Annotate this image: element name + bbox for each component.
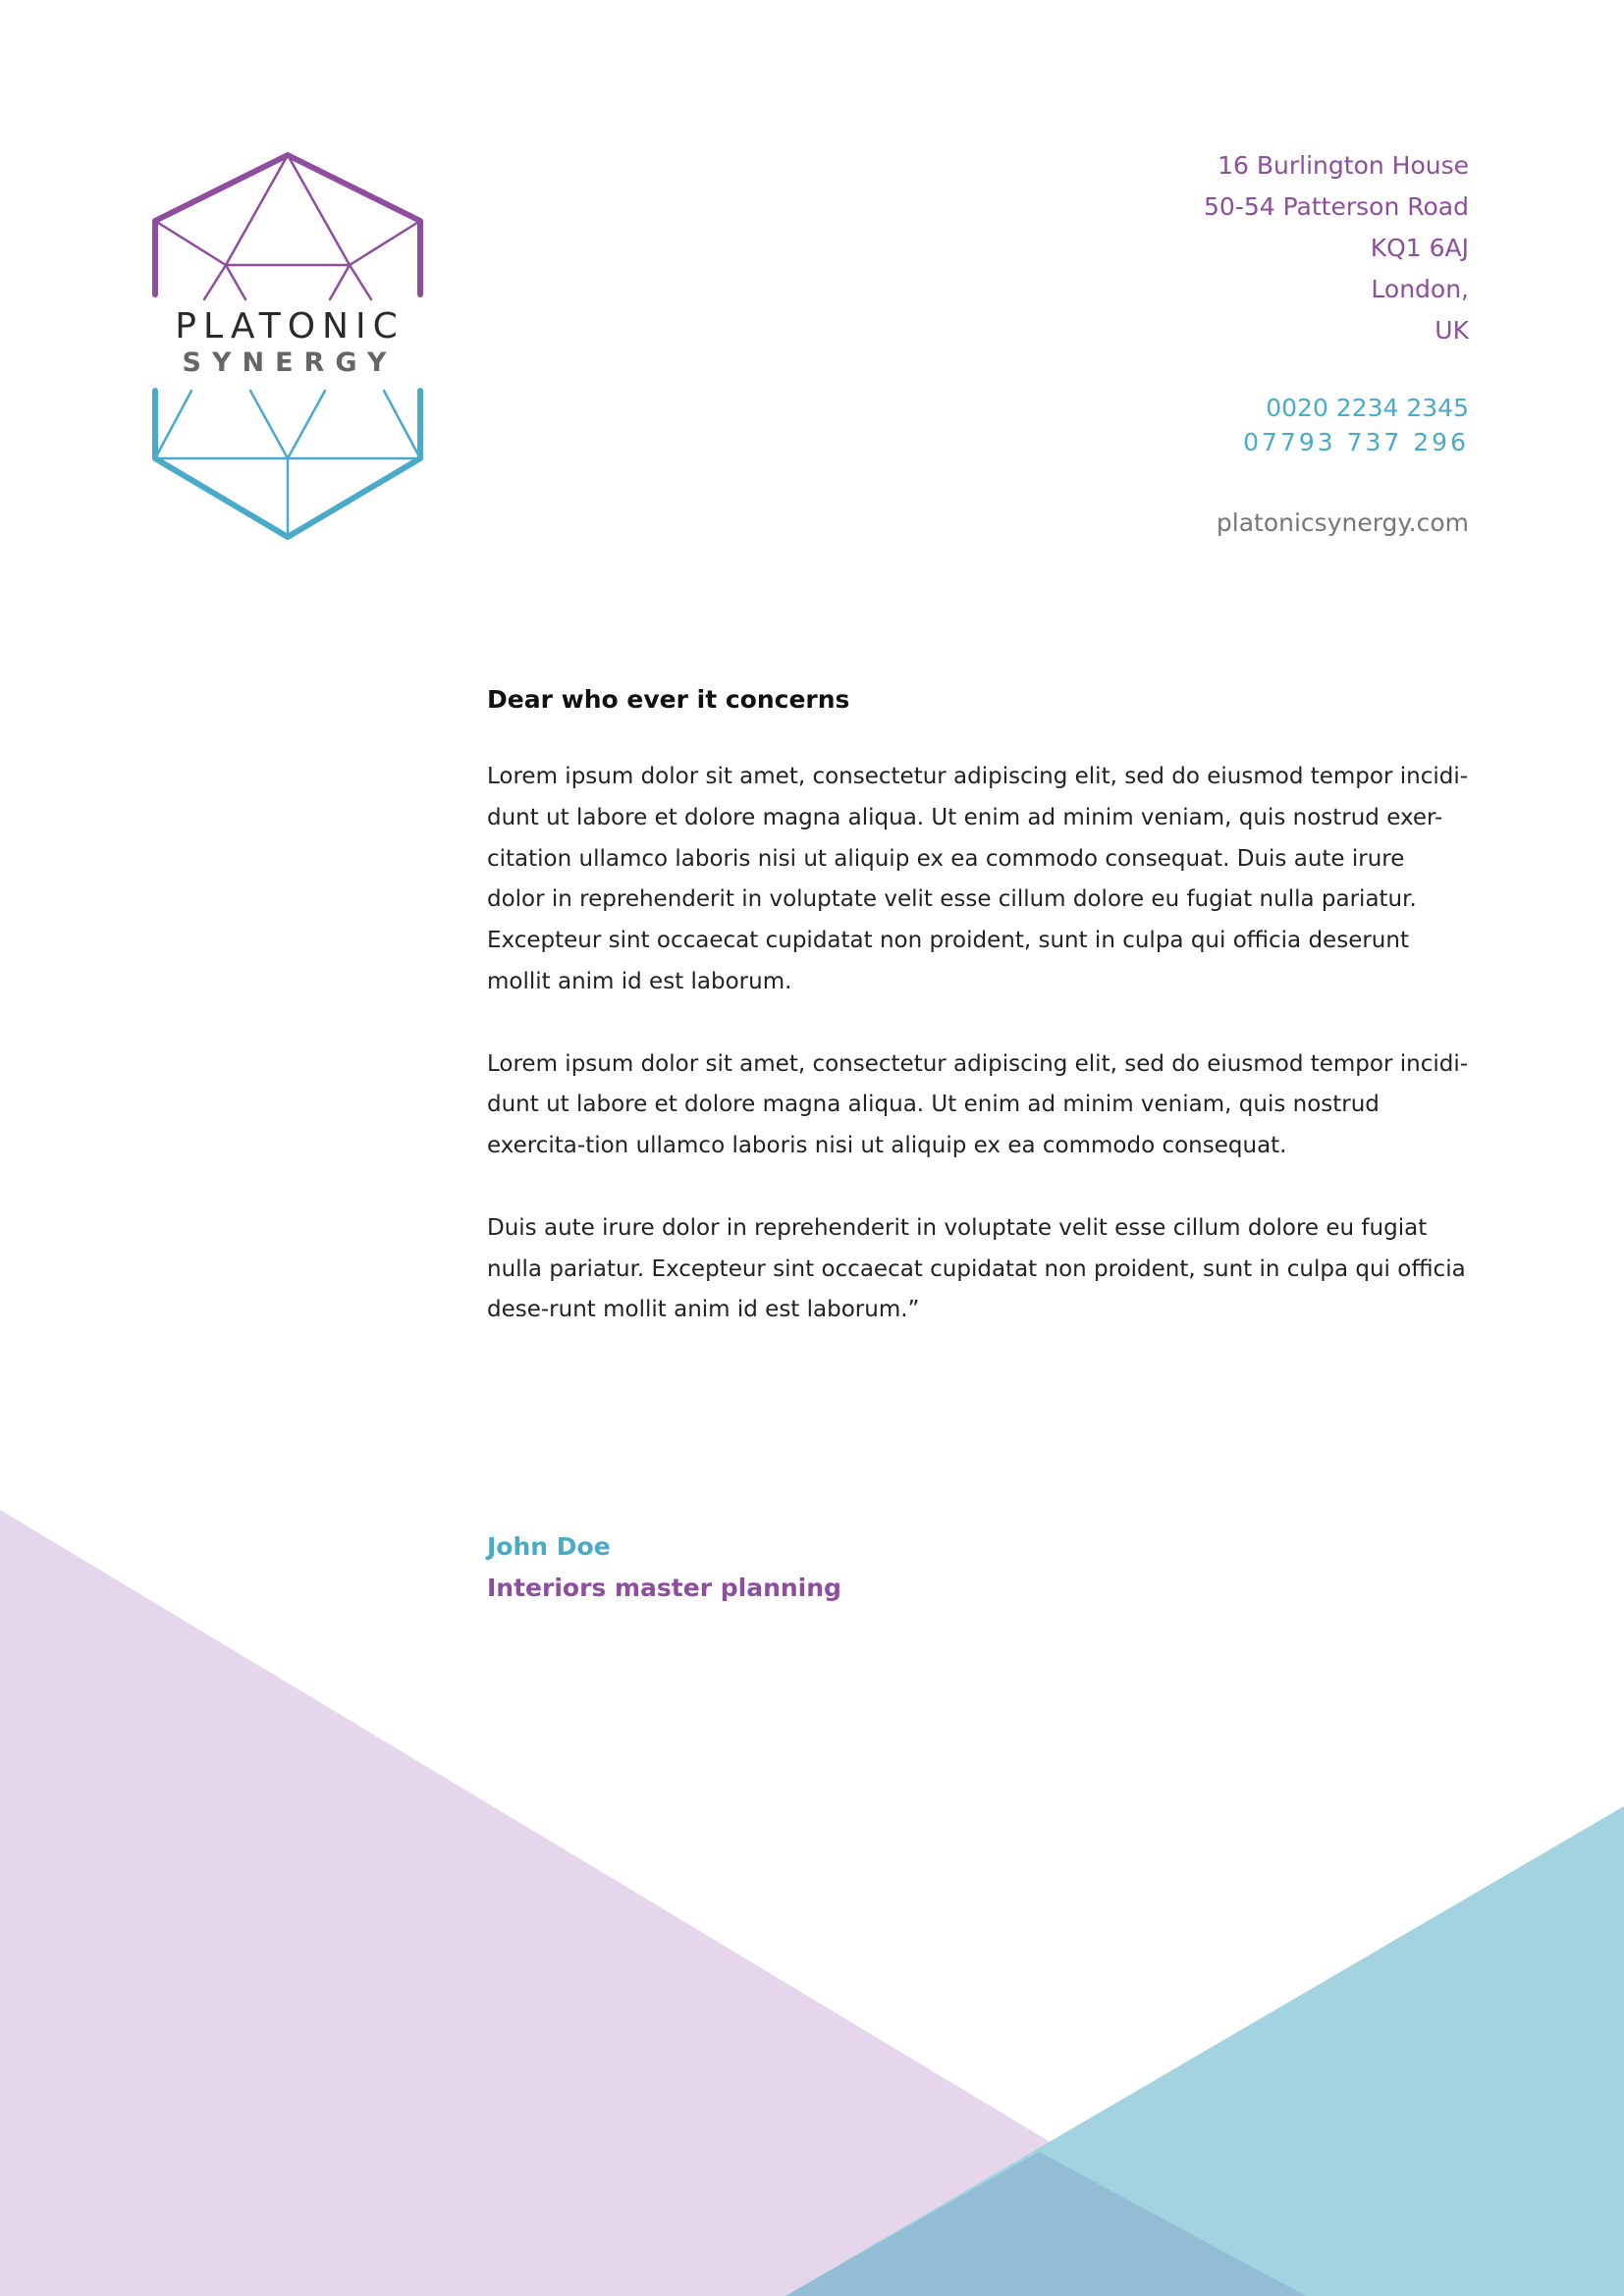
company-address — [1204, 145, 1469, 351]
phone-numbers — [1243, 391, 1469, 459]
logo-wordmark-synergy: SYNERGY — [182, 347, 398, 378]
letter-body — [487, 685, 1469, 1372]
salutation: Dear who ever it concerns — [487, 685, 850, 714]
body-paragraph: Lorem ipsum dolor sit amet, consectetur adipiscing elit, sed do eiusmod tempor incidi-dunt ut labore et dolore magna aliqua. Ut enim ad minim veniam, quis nostrud exer-citation ullamco laboris nisi ut aliquip ex ea commodo consequat. Duis aute irure dolor in reprehenderit in voluptate velit esse cillum dolore eu fugiat nulla pariatur. Excepteur sint occaecat cupidatat non proident, sunt in culpa qui officia deserunt mollit anim id est laborum. — [487, 764, 1469, 994]
logo-wordmark-platonic: PLATONIC — [175, 306, 405, 347]
address-line: KQ1 6AJ — [1370, 234, 1469, 262]
address-line: 16 Burlington House — [1218, 151, 1469, 180]
address-line: 50-54 Patterson Road — [1204, 192, 1469, 221]
signer-name: John Doe — [487, 1532, 611, 1561]
signer-title: Interiors master planning — [487, 1574, 841, 1602]
phone-number-1: 0020 2234 2345 — [1266, 394, 1469, 422]
body-paragraph: Lorem ipsum dolor sit amet, consectetur adipiscing elit, sed do eiusmod tempor incidi-dunt ut labore et dolore magna aliqua. Ut enim ad minim veniam, quis nostrud exercita-tion ullamco laboris nisi ut aliquip ex ea commodo consequat. — [487, 1050, 1469, 1159]
website-link[interactable]: platonicsynergy.com — [1216, 508, 1469, 537]
address-line: UK — [1435, 316, 1469, 345]
body-paragraph: Duis aute irure dolor in reprehenderit in voluptate velit esse cillum dolore eu fugiat nulla pariatur. Excepteur sint occaecat cupidatat non proident, sunt in culpa qui officia dese-runt mollit anim id est laborum.” — [487, 1214, 1466, 1323]
signature-block — [487, 1526, 841, 1609]
phone-number-2: 07793 737 296 — [1243, 428, 1469, 456]
address-line: London, — [1371, 275, 1469, 303]
